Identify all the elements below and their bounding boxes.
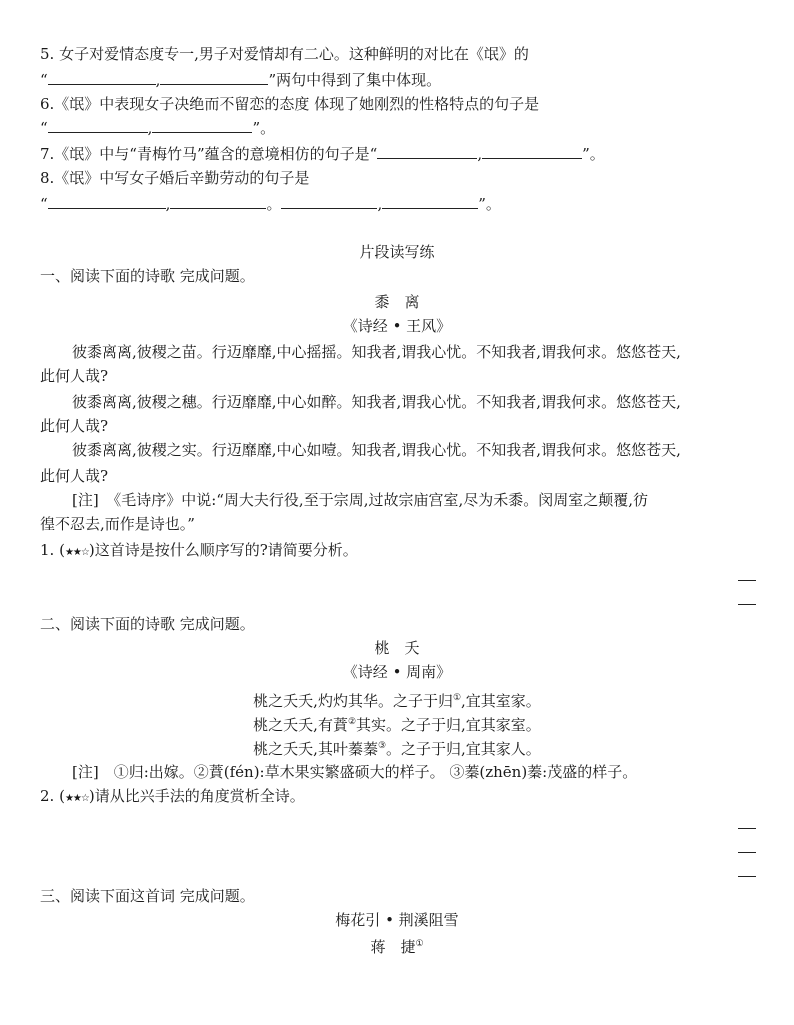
difficulty-stars-icon: ★★☆: [64, 793, 89, 804]
answer-blank[interactable]: [160, 70, 268, 85]
section-title: 片段读写练: [359, 243, 435, 261]
answer-line[interactable]: [738, 876, 756, 877]
answer-blank[interactable]: [377, 144, 477, 159]
poem1-stanza2: 彼黍离离,彼稷之穗。行迈靡靡,中心如醉。知我者,谓我心忧。不知我者,谓我何求。悠悠苍天,: [72, 393, 681, 411]
answer-line[interactable]: [738, 828, 756, 829]
answer-blank[interactable]: [48, 118, 148, 133]
answer-line[interactable]: [738, 580, 756, 581]
q8-line2: “ , 。 , ”。: [40, 195, 501, 213]
q5-line2: “ , ”两句中得到了集中体现。: [40, 71, 442, 89]
poem1-stanza3-cont: 此何人哉?: [40, 467, 109, 485]
poem1-title: 黍 离: [374, 293, 420, 311]
part3-intro: 三、阅读下面这首词 完成问题。: [40, 887, 255, 905]
answer-blank[interactable]: [382, 194, 478, 209]
difficulty-stars-icon: ★★☆: [64, 547, 89, 558]
poem1-note: [注] 《毛诗序》中说:“周大夫行役,至于宗周,过故宗庙宫室,尽为禾黍。闵周室之颠覆,彷: [72, 491, 649, 509]
q6-line2: “ , ”。: [40, 119, 276, 137]
poem1-stanza2-cont: 此何人哉?: [40, 417, 109, 435]
q8-line1: 8.《氓》中写女子婚后辛勤劳动的句子是: [40, 169, 310, 187]
q7-line: 7.《氓》中与“青梅竹马”蕴含的意境相仿的句子是“ , ”。: [40, 145, 605, 163]
part2-intro: 二、阅读下面的诗歌 完成问题。: [40, 615, 255, 633]
poem1-stanza1: 彼黍离离,彼稷之苗。行迈靡靡,中心摇摇。知我者,谓我心忧。不知我者,谓我何求。悠悠苍天,: [72, 343, 681, 361]
poem2-line1: 桃之夭夭,灼灼其华。之子于归①,宜其室家。: [253, 692, 541, 710]
poem1-stanza3: 彼黍离离,彼稷之实。行迈靡靡,中心如噎。知我者,谓我心忧。不知我者,谓我何求。悠悠苍天,: [72, 441, 681, 459]
q6-line1: 6.《氓》中表现女子决绝而不留恋的态度 体现了她刚烈的性格特点的句子是: [40, 95, 540, 113]
answer-blank[interactable]: [281, 194, 377, 209]
answer-blank[interactable]: [48, 70, 156, 85]
answer-line[interactable]: [738, 852, 756, 853]
poem3-title: 梅花引 • 荆溪阻雪: [335, 911, 459, 929]
poem2-line2: 桃之夭夭,有蕡②其实。之子于归,宜其家室。: [253, 716, 541, 734]
poem1-note-cont: 徨不忍去,而作是诗也。”: [40, 515, 195, 533]
poem2-line3: 桃之夭夭,其叶蓁蓁③。之子于归,宜其家人。: [253, 740, 541, 758]
poem1-source: 《诗经 • 王风》: [342, 317, 452, 335]
answer-blank[interactable]: [48, 194, 166, 209]
answer-blank[interactable]: [170, 194, 266, 209]
answer-blank[interactable]: [152, 118, 252, 133]
q5-line1: 5. 女子对爱情态度专一,男子对爱情却有二心。这种鲜明的对比在《氓》的: [40, 45, 529, 63]
answer-line[interactable]: [738, 604, 756, 605]
answer-blank[interactable]: [482, 144, 582, 159]
poem2-title: 桃 夭: [374, 639, 420, 657]
poem3-author: 蒋 捷①: [370, 938, 424, 956]
poem2-note: [注] ①归:出嫁。②蕡(fén):草木果实繁盛硕大的样子。 ③蓁(zhēn)蓁:茂盛的样子。: [72, 763, 638, 781]
poem1-stanza1-cont: 此何人哉?: [40, 367, 109, 385]
question-1: 1. (★★☆)这首诗是按什么顺序写的?请简要分析。: [40, 540, 758, 563]
poem2-source: 《诗经 • 周南》: [342, 663, 452, 681]
question-2: 2. (★★☆)请从比兴手法的角度赏析全诗。: [40, 786, 758, 809]
part1-intro: 一、阅读下面的诗歌 完成问题。: [40, 267, 255, 285]
